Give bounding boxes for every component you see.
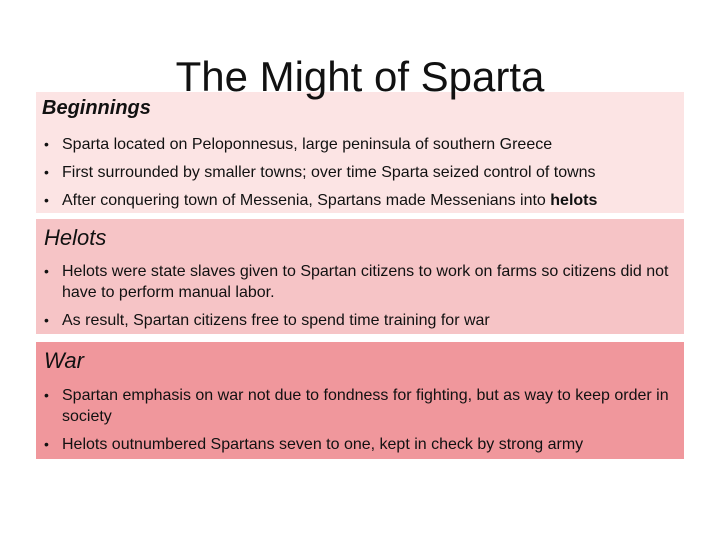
bullet-text: Spartan emphasis on war not due to fondness for fighting, but as way to keep order in society — [62, 387, 669, 425]
bullet-text: As result, Spartan citizens free to spend time training for war — [62, 312, 490, 329]
section-heading: War — [44, 348, 84, 373]
bullet-icon: • — [44, 136, 49, 152]
list-item — [44, 434, 680, 455]
list-item — [44, 190, 680, 211]
bullet-icon: • — [44, 387, 49, 403]
list-item — [44, 134, 680, 155]
slide-title: The Might of Sparta — [175, 53, 545, 100]
section-heading: Helots — [44, 225, 107, 250]
list-item — [44, 261, 680, 303]
section-beginnings — [36, 92, 684, 213]
bullet-icon: • — [44, 263, 49, 279]
bullet-icon: • — [44, 164, 49, 180]
bullet-text: Sparta located on Peloponnesus, large peninsula of southern Greece — [62, 136, 553, 153]
section-heading: Beginnings — [42, 97, 151, 119]
bullet-icon: • — [44, 312, 49, 328]
bullet-text: Helots outnumbered Spartans seven to one, kept in check by strong army — [62, 436, 584, 453]
section-war — [36, 342, 684, 459]
bullet-text: First surrounded by smaller towns; over time Sparta seized control of towns — [62, 164, 596, 181]
bullet-list — [44, 261, 680, 338]
bullet-icon: • — [44, 436, 49, 452]
bullet-icon: • — [44, 192, 49, 208]
bullet-list — [44, 134, 680, 218]
bullet-list — [44, 385, 680, 462]
list-item — [44, 310, 680, 331]
bullet-text: Helots were state slaves given to Spartan citizens to work on farms so citizens did not have to perform manual labor. — [62, 263, 669, 301]
list-item — [44, 162, 680, 183]
bullet-text: After conquering town of Messenia, Spartans made Messenians into — [62, 192, 551, 209]
bullet-bold-term: helots — [550, 192, 598, 209]
section-helots — [36, 219, 684, 334]
list-item — [44, 385, 680, 427]
